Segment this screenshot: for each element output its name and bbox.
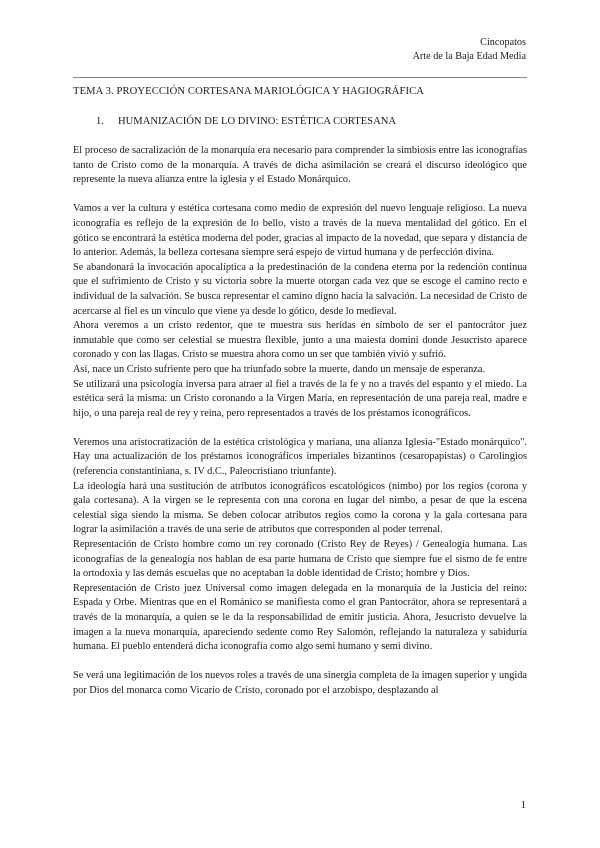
section-title: HUMANIZACIÓN DE LO DIVINO: ESTÉTICA CORTESANA (118, 116, 397, 127)
header-divider (73, 77, 527, 78)
paragraph: Ahora veremos a un cristo redentor, que te muestra sus heridas en símbolo de ser el pantocrátor juez inmutable que como ser celestial se muestra flexible, junto a una maiesta domini donde Jesucristo aparece coronado y con las llagas. Cristo se muestra ahora como un ser que también vivió y sufrió. (73, 320, 527, 361)
paragraph: Vamos a ver la cultura y estética cortesana como medio de expresión del nuevo lenguaje religioso. La nueva iconografía es reflejo de la expresión de lo bello, visto a través de la nueva mentalidad del gótico. En el gótico se encontrará la estética moderna del poder, gracias al impacto de la novedad, que separa y distancia de lo anterior. Además, la belleza cortesana siempre será espejo de virtud humana y de perfección divina. (73, 203, 527, 259)
paragraph: Se utilizará una psicología inversa para atraer al fiel a través de la fe y no a través del espanto y el miedo. La estética será la misma: un Cristo coronando a la Virgen María, en representación de una pareja real, madre e hijo, o una pareja real de rey y reina, pero representados a través de los préstamos iconográficos. (73, 378, 527, 419)
section-heading (96, 116, 396, 127)
paragraph: Así, nace un Cristo sufriente pero que ha triunfado sobre la muerte, dando un mensaje de esperanza. (73, 363, 486, 375)
page-number: 1 (520, 800, 526, 811)
document-title: TEMA 3. PROYECCIÓN CORTESANA MARIOLÓGICA Y HAGIOGRÁFICA (73, 86, 425, 97)
paragraph: Representación de Cristo juez Universal como imagen delegada en la monarquía de la Justicia del reino: Espada y Orbe. Mientras que en el Románico se manifiesta como el gran Pantocrátor, ahora se representará a través de la monarquía, a quien se le da la responsabilidad de emitir justicia. Ahora, Jesucristo devuelve la imagen a la nueva monarquía, apareciendo sedente como Rey Salomón, reflejando la naturaleza y sabiduría humana. El pueblo entenderá dicha iconografía como algo semi humano y semi divino. (73, 582, 527, 653)
paragraph: Se abandonará la invocación apocalíptica a la predestinación de la condena eterna por la redención continua que el sufrimiento de Cristo y su victoria sobre la muerte otorgan cada vez que se escoge el camino recto e individual de la salvación. Se busca representar el camino digno hacia la salvación. La necesidad de Cristo de acercarse al fiel es un vínculo que viene ya desde lo gótico, desde lo medieval. (73, 261, 527, 317)
section-number: 1. (96, 116, 104, 127)
header-author: Cincopatos (480, 37, 526, 48)
header-course: Arte de la Baja Edad Media (412, 51, 526, 62)
paragraph: Se verá una legitimación de los nuevos roles a través de una sinergia completa de la imagen superior y ungida por Dios del monarca como Vicario de Cristo, coronado por el arzobispo, desplazando al (73, 670, 527, 696)
paragraph: El proceso de sacralización de la monarquía era necesario para comprender la simbiosis entre las iconografías tanto de Cristo como de la monarquía. A través de dicha asimilación se creará el discurso ideológico que represente la nueva alianza entre la iglesia y el Estado Monárquico. (73, 145, 527, 186)
page-header (413, 36, 526, 64)
document-body (73, 144, 527, 699)
paragraph: Veremos una aristocratización de la estética cristológica y mariana, una alianza Iglesia-"Estado monárquico". Hay una actualización de los préstamos iconográficos imperiales bizantinos (cesaropapistas) o Carolingios (referencia constantiniana, s. IV d.C., Paleocristiano triunfante). (73, 436, 527, 478)
paragraph: Representación de Cristo hombre como un rey coronado (Cristo Rey de Reyes) / Genealogía humana. Las iconografías de la genealogía nos hablan de esa parte humana de Cristo que siempre fue el sismo de fe entre la ortodoxia y las demás escuelas que no aceptaban la doble identidad de Cristo; hombre y Dios. (73, 539, 527, 580)
paragraph: La ideología hará una sustitución de atributos iconográficos escatológicos (nimbo) por los regios (corona y gala cortesana). A la virgen se le representa con una corona en lugar del nimbo, a pesar de que la escena celestial siga siendo la misma. Se deben colocar atributos regios como la corona y la gala cortesana para lograr la asimilación a través de una serie de atributos que corresponden al poder terrenal. (73, 480, 527, 536)
